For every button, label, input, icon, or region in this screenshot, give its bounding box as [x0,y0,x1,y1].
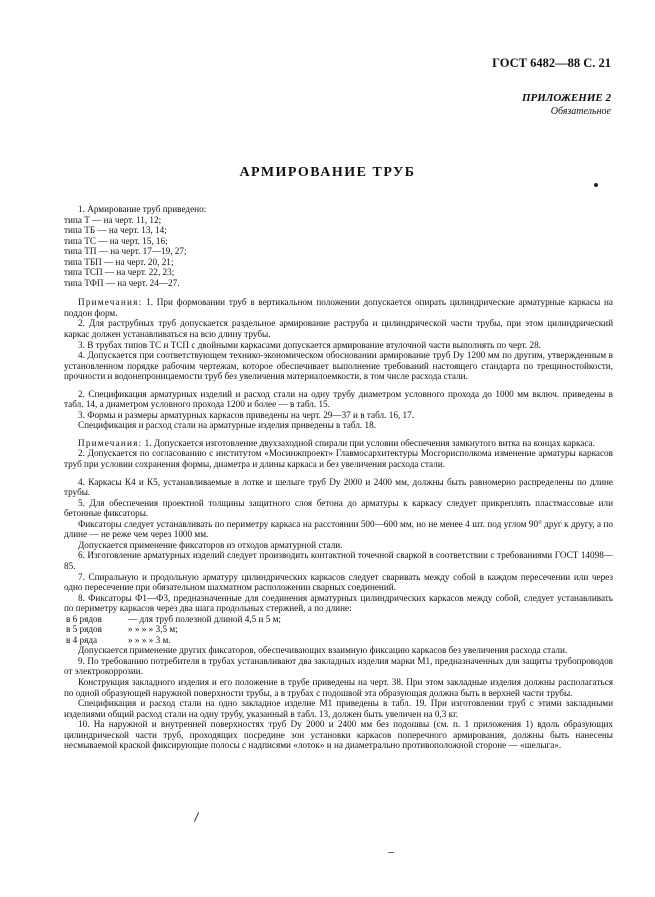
appendix-status: Обязательное [550,106,611,117]
paragraph-10: 10. На наружной и внутренней поверхностях труб Dу 2000 и 2400 мм без подошвы (см. п. 1 приложения 1) вдоль образующих цилиндрической части труб, проходящих посредине зон установки каркасов поперечного армирования, должны быть нанесены несмываемой краской фиксирующие полосы с надписями «лоток» и на диаметрально противоположной стороне — «шелыга». [64,719,613,751]
paragraph-5b: Фиксаторы следует устанавливать по периметру каркаса на расстоянии 500—600 мм, но не менее 4 шт. под углом 90° друг к другу, а по длине — не реже чем через 1000 мм. [64,518,613,540]
list-item: типа ТС — на черт. 15, 16; [64,235,168,246]
appendix-title: ПРИЛОЖЕНИЕ 2 [521,92,611,104]
scan-mark [388,852,394,853]
paragraph-9c: Спецификация и расход стали на одно закладное изделие М1 приведены в табл. 19. При изготовлении труб с этими закладными изделиями общий расход стали на одну трубу, указанный в табл. 13, должен быть увеличен на 0,3 кг. [64,698,613,719]
notes2-label: Примечания: [78,437,143,448]
paragraph-5c: Допускается применение фиксаторов из отходов арматурной стали. [78,539,343,550]
paragraph-4: 4. Каркасы К4 и К5, устанавливаемые в лотке и шелыге труб Dу 2000 и 2400 мм, должны быть равномерно распределены по длине трубы. [64,476,613,498]
paragraph-6: 6. Изготовление арматурных изделий следует производить контактной точечной сваркой в соответствии с требованиями ГОСТ 14098—85. [64,550,613,571]
scan-speck [594,183,598,187]
paragraph-9: 9. По требованию потребителя в трубах устанавливают два закладных изделия марки М1, предназначенных для защиты трубопроводов от электрокоррозии. [64,655,613,677]
notes1-item: Примечания: 1. При формовании труб в вертикальном положении допускается опирать цилиндрические арматурные каркасы на поддон форм. [64,297,613,318]
notes1-label: Примечания: [78,297,143,308]
standard-header: ГОСТ 6482—88 С. 21 [492,56,611,70]
paragraph-8b: Допускается применение других фиксаторов, обеспечивающих взаимную фиксацию каркасов без увеличения расхода стали. [78,645,568,656]
notes2-item: Примечания: 1. Допускается изготовление двухзаходной спирали при условии обеспечения замкнутого витка на концах каркаса. [78,437,595,448]
notes2-item: 2. Допускается по согласованию с институтом «Мосинжпроект» Главмосархитектуры Мосгорисполкома изменение арматуры каркасов труб при условии сохранения формы, диаметра и длины каркаса и без увеличения расхода стали. [64,448,613,470]
list-item: типа ТСП — на черт. 22, 23; [64,267,175,278]
paragraph-7: 7. Спиральную и продольную арматуру цилиндрических каркасов следует сваривать между собой в каждом пересечении или через одно пересечение при обязательном шахматном расположении сварных соединений. [64,571,613,593]
list-item: типа Т — на черт. 11, 12; [64,214,162,225]
list-item: типа ТБП — на черт. 20, 21; [64,256,174,267]
paragraph-9b: Конструкция закладного изделия и его положение в трубе приведены на черт. 38. При этом закладные изделия должны располагаться по одной образующей наружной поверхности трубы, а в трубах с подошвой эта образующая должна быть в верхней части трубы. [64,676,613,698]
list-item: в 5 рядов » » » » 3,5 м; [66,624,178,635]
paragraph-3b: Спецификация и расход стали на арматурные изделия приведены в табл. 18. [78,420,377,431]
paragraph-3: 3. Формы и размеры арматурных каркасов приведены на черт. 29—37 и в табл. 16, 17. [78,409,414,420]
notes1-item: 3. В трубах типов ТС и ТСП с двойными каркасами допускается армирование втулочной части выполнять по черт. 28. [78,339,541,350]
notes1-item: 4. Допускается при соответствующем технико-экономическом обосновании армирование труб Dу 1200 мм по другим, утвержденным в установленном порядке рабочим чертежам, которое обеспечивает выполнение требований настоящего стандарта по трещиностойкости, прочности и водонепроницаемости труб без увеличения материалоемкости, в том числе расхода стали. [64,350,613,382]
list-item: в 6 рядов — для труб полезной длиной 4,5 и 5 м; [66,613,281,624]
paragraph-5: 5. Для обеспечения проектной толщины защитного слоя бетона до арматуры к каркасу следует прикреплять пластмассовые или бетонные фиксаторы. [64,497,613,519]
document-title: АРМИРОВАНИЕ ТРУБ [239,165,416,180]
list-item: в 4 ряда » » » » 3 м. [66,634,171,645]
document-body [64,204,613,751]
pipe-type-list [64,215,613,289]
fixator-rows [64,614,613,646]
appendix-label [522,92,611,118]
intro-paragraph: 1. Армирование труб приведено: [78,204,207,214]
list-item: типа ТФП — на черт. 24—27. [64,277,180,288]
notes1-item: 2. Для раструбных труб допускается раздельное армирование раструба и цилиндрической части трубы, при этом цилиндрический каркас должен устанавливаться на всю длину трубы. [64,318,613,340]
paragraph-2: 2. Спецификация арматурных изделий и расход стали на одну трубу диаметром условного прохода до 1000 мм включ. приведены в табл. 14, а диаметром условного прохода 1200 и более — в табл. 15. [64,388,613,410]
list-item: типа ТП — на черт. 17—19, 27; [64,246,187,257]
scan-mark [194,812,199,821]
paragraph-8: 8. Фиксаторы Ф1—Ф3, предназначенные для соединения арматурных цилиндрических каркасов между собой, следует устанавливать по периметру каркасов через два шага продольных стержней, а по длине: [64,592,613,614]
list-item: типа ТБ — на черт. 13, 14; [64,225,167,236]
